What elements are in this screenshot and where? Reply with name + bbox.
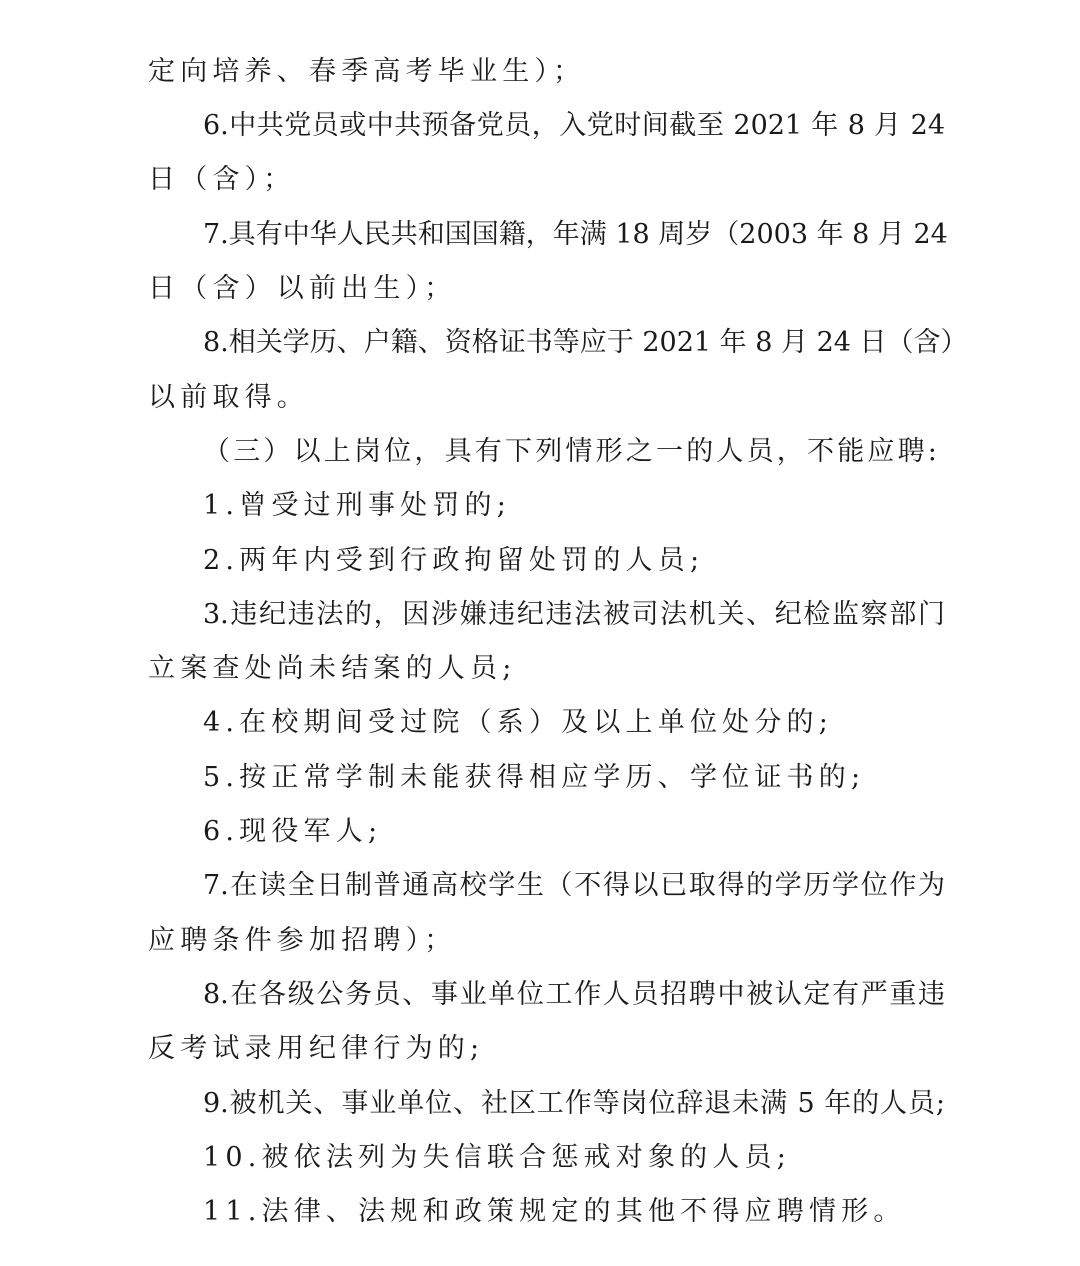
list-item: 5.按正常学制未能获得相应学历、学位证书的; bbox=[203, 762, 866, 793]
list-item: 3.违纪违法的，因涉嫌违纪违法被司法机关、纪检监察部门 bbox=[203, 599, 945, 630]
section-heading: （三）以上岗位，具有下列情形之一的人员，不能应聘: bbox=[203, 436, 941, 467]
list-item: 6.现役军人; bbox=[203, 816, 383, 847]
list-item: 8.在各级公务员、事业单位工作人员招聘中被认定有严重违 bbox=[203, 979, 945, 1010]
text-line: 应聘条件参加招聘）； bbox=[148, 925, 457, 956]
text-line: 反考试录用纪律行为的; bbox=[148, 1033, 485, 1064]
list-item: 2.两年内受到行政拘留处罚的人员; bbox=[203, 545, 705, 576]
text-line: 立案查处尚未结案的人员; bbox=[148, 653, 517, 684]
list-item: 1.曾受过刑事处罚的; bbox=[203, 490, 512, 521]
list-item: 10.被依法列为失信联合惩戒对象的人员; bbox=[203, 1142, 792, 1173]
text-line: 定向培养、春季高考毕业生）； bbox=[148, 56, 586, 87]
text-line: 日（含）； bbox=[148, 164, 296, 195]
text-line: 7.具有中华人民共和国国籍，年满 18 周岁（2003 年 8 月 24 bbox=[203, 219, 948, 250]
text-line: 6.中共党员或中共预备党员，入党时间截至 2021 年 8 月 24 bbox=[203, 110, 945, 141]
text-line: 8.相关学历、户籍、资格证书等应于 2021 年 8 月 24 日（含） bbox=[203, 327, 968, 358]
list-item: 7.在读全日制普通高校学生（不得以已取得的学历学位作为 bbox=[203, 870, 945, 901]
list-item: 11.法律、法规和政策规定的其他不得应聘情形。 bbox=[203, 1196, 906, 1227]
text-line: 以前取得。 bbox=[148, 382, 309, 413]
list-item: 9.被机关、事业单位、社区工作等岗位辞退未满 5 年的人员; bbox=[203, 1088, 945, 1119]
list-item: 4.在校期间受过院（系）及以上单位处分的; bbox=[203, 707, 834, 738]
text-line: 日（含）以前出生）； bbox=[148, 273, 457, 304]
